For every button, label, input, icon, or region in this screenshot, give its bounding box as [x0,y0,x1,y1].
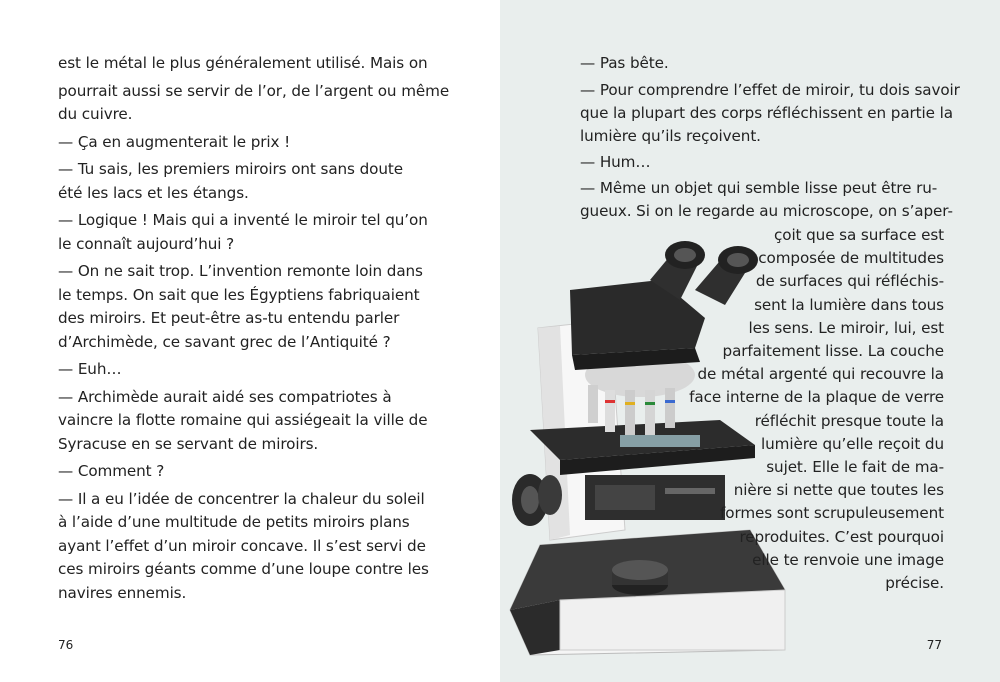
text-line: — Pas bête. [580,54,669,72]
text-line: vaincre la flotte romaine qui assiégeait la ville de [58,411,428,429]
text-line: sujet. Elle le fait de ma- [766,458,944,476]
right-page-text [580,52,960,612]
text-line: — Tu sais, les premiers miroirs ont sans doute [58,160,403,178]
text-line: navires ennemis. [58,583,187,602]
text-line: lumière qu’ils reçoivent. [580,127,761,145]
text-line: — Il a eu l’idée de concentrer la chaleur du soleil [58,489,425,508]
text-line: ces miroirs géants comme d’une loupe contre les [58,560,429,578]
text-line: de métal argenté qui recouvre la [697,365,944,384]
text-line: elle te renvoie une image [752,550,944,569]
text-line: d’Archimède, ce savant grec de l’Antiquité ? [58,332,391,351]
text-line: les sens. Le miroir, lui, est [748,318,944,337]
text-line: est le métal le plus généralement utilisé. Mais on [58,54,428,72]
text-line: reproduites. C’est pourquoi [739,527,944,546]
text-line: le temps. On sait que les Égyptiens fabriquaient [58,285,420,304]
text-line: que la plupart des corps réfléchissent en partie la [580,104,953,122]
page-number-left: 76 [58,638,74,652]
page-number-right: 77 [926,638,942,652]
text-line: nière si nette que toutes les [733,481,944,500]
text-line: Syracuse en se servant de miroirs. [58,434,319,453]
text-line: — Ça en augmenterait le prix ! [58,132,291,151]
text-line: été les lacs et les étangs. [58,183,249,202]
text-line: — Archimède aurait aidé ses compatriotes à [58,387,392,406]
text-line: face interne de la plaque de verre [689,388,944,407]
text-line: sent la lumière dans tous [754,295,944,314]
text-line: le connaît aujourd’hui ? [58,234,235,253]
text-line: réfléchit presque toute la [754,411,944,430]
text-line: pourrait aussi se servir de l’or, de l’argent ou même [58,81,450,100]
text-line: à l’aide d’une multitude de petits miroirs plans [58,513,410,531]
text-line: — Logique ! Mais qui a inventé le miroir tel qu’on [58,211,428,229]
text-line: — Comment ? [58,462,165,480]
text-line: de surfaces qui réfléchis- [755,272,944,291]
text-line: — On ne sait trop. L’invention remonte loin dans [58,262,423,280]
text-line: parfaitement lisse. La couche [722,342,944,360]
text-line: gueux. Si on le regarde au microscope, on s’aper- [580,202,953,220]
text-line: précise. [885,574,944,592]
text-line: composée de multitudes [758,249,944,268]
text-line: çoit que sa surface est [774,226,944,244]
text-line: des miroirs. Et peut-être as-tu entendu parler [58,309,400,327]
text-line: — Hum… [580,153,651,171]
text-line: — Euh… [58,360,122,378]
text-line: formes sont scrupuleusement [720,504,944,523]
text-line: — Pour comprendre l’effet de miroir, tu dois savoir [580,81,960,99]
text-line: du cuivre. [58,105,133,123]
text-line: — Même un objet qui semble lisse peut être ru- [580,179,938,197]
text-line: lumière qu’elle reçoit du [761,434,944,453]
text-line: ayant l’effet d’un miroir concave. Il s’est servi de [58,536,426,555]
